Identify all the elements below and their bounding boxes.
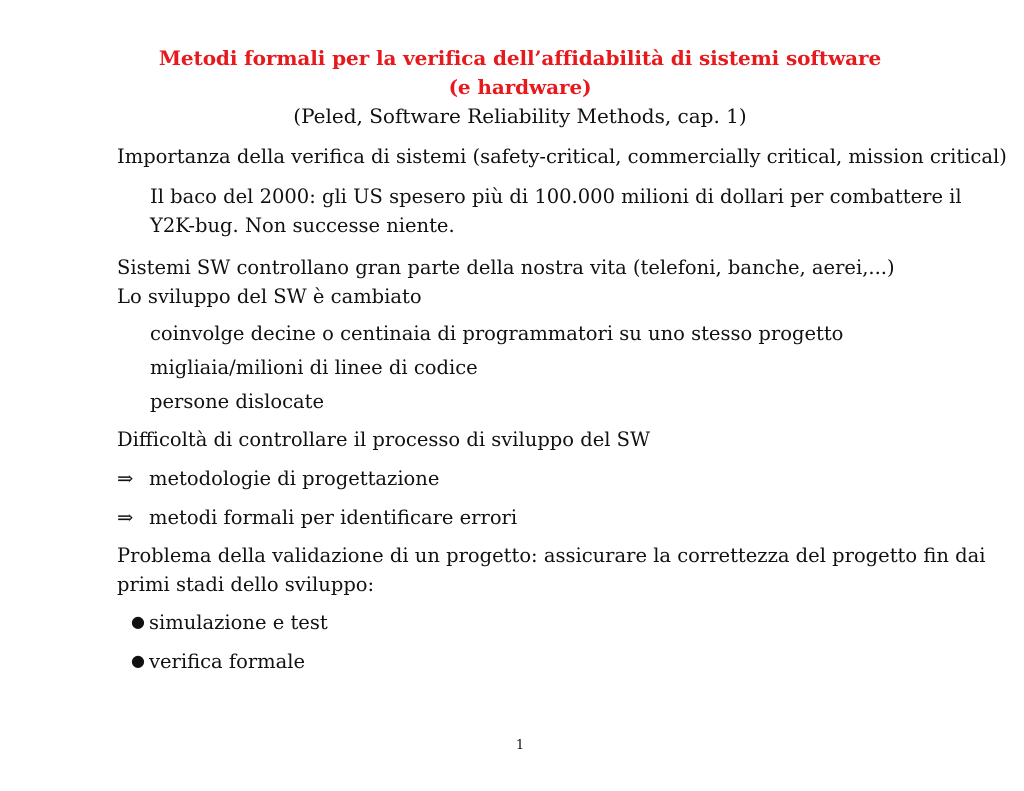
title-line-1: Metodi formali per la verifica dell’affidabilità di sistemi software (158, 46, 882, 70)
implies-arrow-icon: ⇒ (117, 506, 134, 529)
list-item: coinvolge decine o centinaia di programmatori su uno stesso progetto (150, 322, 844, 345)
paragraph-problema-line-1: Problema della validazione di un progetto: assicurare la correttezza del progetto fin dai (117, 544, 986, 567)
paragraph-sistemi-sw: Sistemi SW controllano gran parte della nostra vita (telefoni, banche, aerei,...) (117, 256, 895, 279)
bullet-text: simulazione e test (149, 611, 328, 634)
page-number: 1 (515, 738, 525, 753)
implication-text: metodologie di progettazione (149, 467, 440, 490)
subtitle: (Peled, Software Reliability Methods, cap. 1) (293, 104, 747, 128)
paragraph-difficolta: Difficoltà di controllare il processo di sviluppo del SW (117, 428, 651, 451)
y2k-text-line-2: Y2K-bug. Non successe niente. (150, 214, 455, 237)
bullet-item (131, 650, 305, 673)
implication-item (117, 467, 439, 490)
bullet-icon: ● (131, 651, 145, 670)
bullet-icon: ● (131, 612, 145, 631)
implication-text: metodi formali per identificare errori (149, 506, 518, 529)
paragraph-importance: Importanza della verifica di sistemi (safety-critical, commercially critical, mission critical) (117, 145, 1007, 168)
implies-arrow-icon: ⇒ (117, 467, 134, 490)
title-line-2: (e hardware) (448, 75, 592, 99)
paragraph-problema-line-2: primi stadi dello sviluppo: (117, 573, 375, 596)
list-item: migliaia/milioni di linee di codice (150, 356, 478, 379)
bullet-item (131, 611, 328, 634)
list-item: persone dislocate (150, 390, 325, 413)
y2k-text-line-1: Il baco del 2000: gli US spesero più di 100.000 milioni di dollari per combattere il (150, 185, 962, 208)
bullet-text: verifica formale (149, 650, 306, 673)
paragraph-sviluppo: Lo sviluppo del SW è cambiato (117, 285, 422, 308)
implication-item (117, 506, 517, 529)
